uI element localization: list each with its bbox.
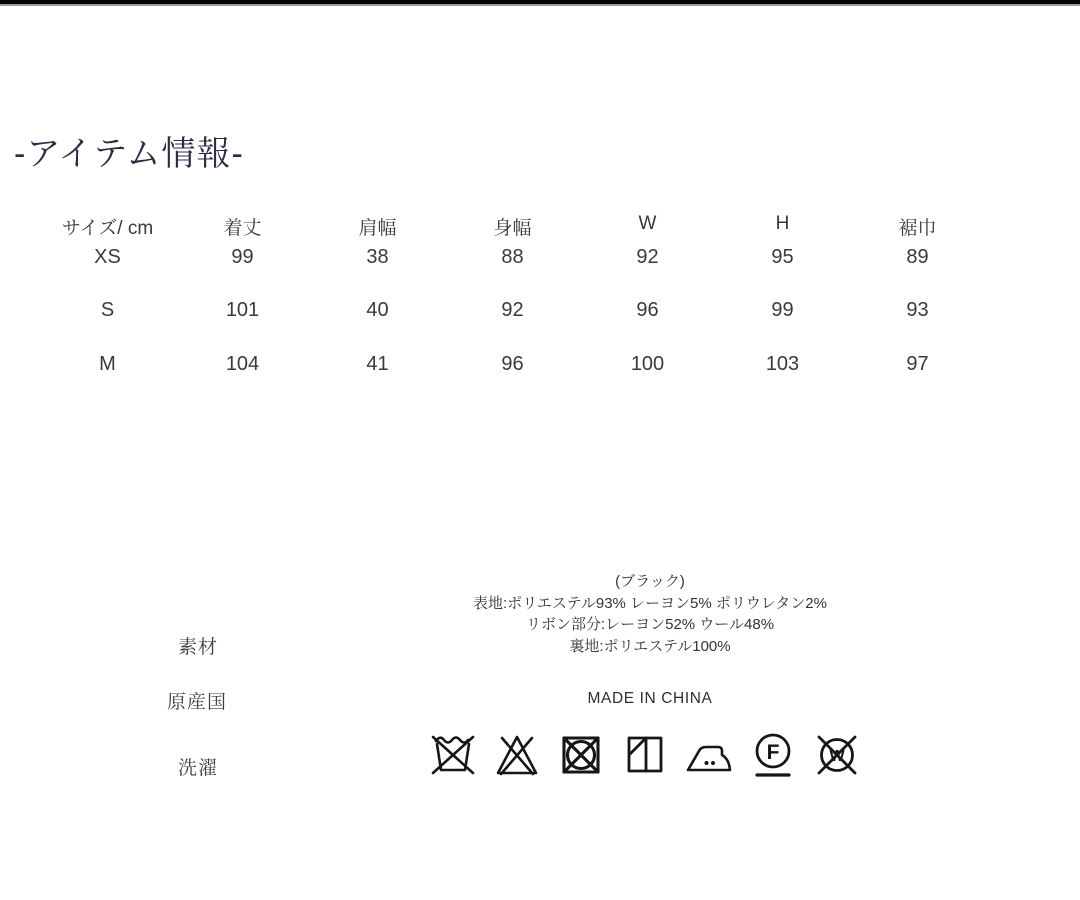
col-header-hip: H [775, 213, 790, 234]
value-waist: 100 [630, 353, 665, 375]
value-hem: 97 [906, 353, 929, 375]
material-label: 素材 [178, 637, 219, 658]
value-hem: 89 [906, 246, 929, 268]
value-shoulder: 41 [366, 353, 389, 375]
col-header-waist: W [638, 213, 657, 234]
value-body-width: 92 [501, 299, 524, 321]
value-length: 101 [225, 299, 260, 321]
svg-text:F: F [766, 741, 780, 764]
value-length: 104 [225, 353, 260, 375]
size-name: S [100, 299, 115, 321]
do-not-wash-icon [429, 727, 477, 782]
value-hip: 95 [771, 246, 794, 268]
material-line-ribbon: リボン部分:レーヨン52% ウール48% [525, 616, 775, 633]
value-waist: 92 [636, 246, 659, 268]
size-table-header-row [40, 213, 985, 240]
value-hem: 93 [906, 299, 929, 321]
origin-value: MADE IN CHINA [587, 690, 713, 707]
col-header-body-width: 身幅 [493, 218, 532, 239]
col-header-shoulder: 肩幅 [358, 218, 397, 239]
table-row-xs [40, 246, 985, 269]
do-not-tumble-dry-icon [557, 727, 605, 782]
value-shoulder: 38 [366, 246, 389, 268]
value-shoulder: 40 [366, 299, 389, 321]
value-body-width: 88 [501, 246, 524, 268]
material-line-outer: 表地:ポリエステル93% レーヨン5% ポリウレタン2% [473, 594, 827, 612]
svg-text:W: W [829, 748, 845, 765]
size-name: M [99, 353, 116, 375]
page-title: -アイテム情報- [14, 135, 244, 173]
col-header-hem: 裾巾 [898, 218, 937, 239]
table-row-m [40, 353, 985, 376]
do-not-wet-clean-icon [813, 727, 861, 782]
value-waist: 96 [636, 299, 659, 321]
value-body-width: 96 [501, 353, 524, 375]
origin-label: 原産国 [167, 692, 228, 713]
table-row-s [40, 299, 985, 322]
value-hip: 103 [765, 353, 800, 375]
value-length: 99 [231, 246, 254, 268]
line-dry-in-shade-icon [621, 727, 669, 782]
size-name: XS [94, 246, 121, 268]
care-label: 洗濯 [178, 758, 219, 779]
material-composition [310, 571, 990, 657]
col-header-size-cm: サイズ/ cm [61, 218, 154, 239]
care-symbols-row [429, 727, 861, 782]
do-not-bleach-icon [493, 727, 541, 782]
dry-clean-f-gentle-icon [749, 727, 797, 782]
top-letterbox-bar [0, 0, 1080, 6]
material-line-lining: 裏地:ポリエステル100% [569, 637, 731, 655]
col-header-length: 着丈 [223, 218, 262, 239]
iron-medium-icon [685, 727, 733, 782]
value-hip: 99 [771, 299, 794, 321]
material-color-note: (ブラック) [615, 573, 685, 590]
